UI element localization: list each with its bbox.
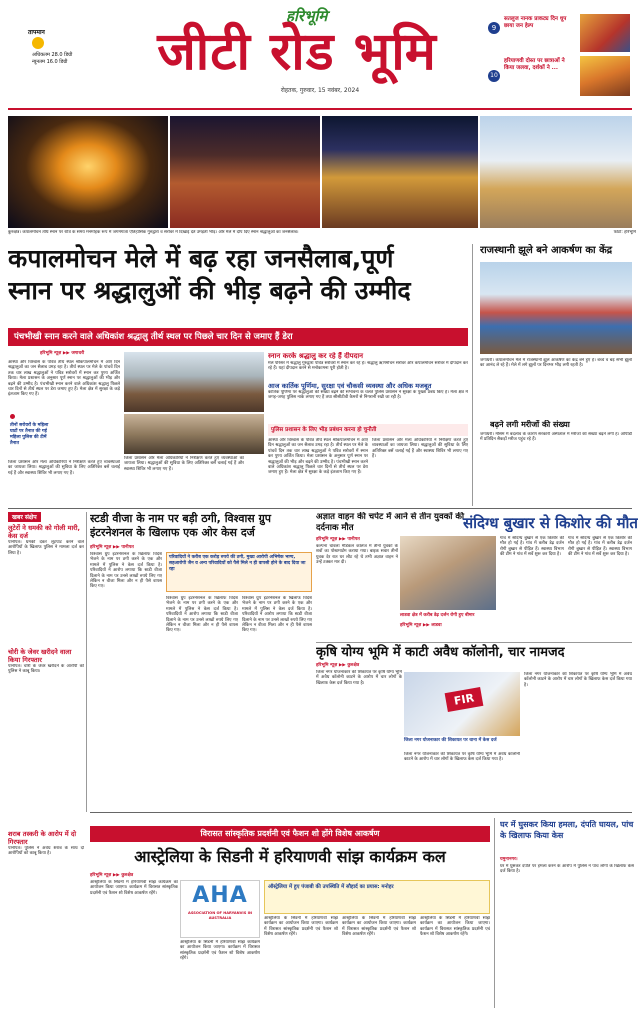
lead-box-body: मेले परिसर में श्रद्धालु गुरुद्वारा पवित्र सरोवरों में स्नान कर रहे हैं। श्रद्धालु ऋणमोचन सरोवर और कपालमोचन सरोवर में दीपदान कर रहे हैं। यहां दीपदान करने से मनोकामना पूरी होती है। bbox=[268, 361, 468, 372]
aussie-body-col3: आस्ट्रेलिया के सिडनी में हरियाणवी सांझ कार्यक्रम का आयोजन किया जाएगा। कार्यक्रम में विरासत सांस्कृतिक प्रदर्शनी एवं फैशन शो विशेष आकर्षण रहेंगे। bbox=[264, 916, 338, 938]
lead-headline-line2: स्नान पर श्रद्धालुओं की भीड़ बढ़ने की उम्मीद bbox=[8, 276, 411, 305]
assault-divider bbox=[494, 818, 495, 1008]
lead-box2-title: आज कार्तिक पूर्णिमा, सुरक्षा एवं चौकसी व्यवस्था और अधिक मजबूत bbox=[268, 382, 432, 390]
masthead-divider bbox=[8, 108, 632, 110]
colony-caption-text: जिला नगर योजनाकार की शिकायत पर थाना में केस दर्ज bbox=[404, 738, 497, 743]
lead-quote-text: तीनों सरोवरों के महिला घाटों पर तैनात की गई महिला पुलिस की टीमें तैनात bbox=[10, 423, 49, 446]
photo-caption: कुरुक्षेत्र। कपालमोचन तीर्थ स्नान पर रात्रि के समय मनमोहक रूप में जगमगाता ऐतिहासिक गुरुद्वारा व सरोवर में दिखाई देते उमड़ती भीड़। और मेले में दीप दिए स्नान श्रद्धालुओं का जनसैलाब। bbox=[8, 230, 299, 235]
brand-logo: हरिभूमि bbox=[286, 7, 328, 25]
visa-body-col3: विश्वास ग्रुप इंटरनेशनल के खिलाफ विदेश भेजने के नाम पर ठगी करने के एक और मामले में पुलिस ने केस दर्ज किया है। परिवादियों ने आरोप लगाया कि स्टडी वीजा दिलाने के नाम पर उनसे लाखों रुपये लिए गए लेकिन न वीजा मिला और न ही पैसे वापस किए गए। bbox=[242, 596, 312, 634]
lead-box2-body: कार्तिक पूर्णिमा पर श्रद्धालुओं की संख्या बढ़ने की संभावना के चलते पुलिस प्रशासन ने सुरक्षा के पुख्ता प्रबंध किए हैं। मेला क्षेत्र में जगह-जगह पुलिस नाके लगाए गए हैं तथा सीसीटीवी कैमरों से निगरानी रखी जा रही है। bbox=[268, 390, 468, 401]
temperature-label: तापमान bbox=[28, 29, 45, 36]
colony-fir-image bbox=[404, 672, 520, 736]
sidebar-subtitle: बढ़ने लगी मरीजों की संख्या bbox=[490, 420, 570, 429]
fever-caption-text: लाडवा क्षेत्र में करीब डेढ़ दर्जन रोगी हुए बीमार bbox=[400, 613, 475, 618]
teaser-2-text: हरियाणवी दोस्त पर छात्राओं ने किया जलवा, दर्शकों ने ... bbox=[504, 58, 565, 71]
sidebar-photo-swings bbox=[480, 262, 632, 354]
visa-byline: हरिभूमि न्यूज़ ▶▶ पानीपत bbox=[90, 545, 134, 550]
aussie-body-col4: आस्ट्रेलिया के सिडनी में हरियाणवी सांझ कार्यक्रम का आयोजन किया जाएगा। कार्यक्रम में विरासत सांस्कृतिक प्रदर्शनी एवं फैशन शो विशेष आकर्षण रहेंगे। bbox=[342, 916, 416, 938]
colony-headline: कृषि योग्य भूमि में काटी अवैध कॉलोनी, चार नामजद bbox=[316, 645, 565, 660]
brief-3-title: शराब तस्करी के आरोप में दो गिरफ्तार bbox=[8, 830, 77, 846]
brief-1-body: पानीपत। धमकी देकर लूटपाट करने वाले आरोपियों के खिलाफ पुलिस ने मामला दर्ज कर लिया है। bbox=[8, 540, 84, 556]
accident-body-col1: कल्पना चावला मेडिकल कॉलेज में तीनों युवकों के शवों का पोस्टमार्टम कराया गया। बाइक सवार तीनों युवक देर रात घर लौट रहे थे तभी अज्ञात वाहन ने उन्हें टक्कर मार दी। bbox=[316, 544, 398, 566]
lead-body-col4: जिला प्रशासन और मेला अधिकारियों ने निरीक्षण करते हुए व्यवस्थाओं का जायजा लिया। श्रद्धालुओं की सुविधा के लिए अतिरिक्त बसें चलाई गई हैं और स्वास्थ्य शिविर भी लगाए गए हैं। bbox=[372, 438, 468, 460]
fever-photo-patient bbox=[400, 536, 496, 610]
lead-subhead: पंचभीखी स्नान करने वाले अधिकांश श्रद्धालु तीर्थ स्थल पर पिछले चार दिन से जमाए हैं डेरा bbox=[8, 328, 468, 346]
aussie-box-text: ऑस्ट्रेलिया में हुए पंजाबी की उपस्थिति में सौहार्द का प्रयास: मनोहर bbox=[268, 884, 394, 890]
colony-body-col2: जिला नगर योजनाकार की शिकायत पर कृषि योग्य भूमि में अवैध कॉलोनी काटने के आरोप में चार लोगों के खिलाफ केस दर्ज किया गया है। bbox=[404, 752, 520, 763]
section-divider-1 bbox=[8, 508, 632, 509]
lead-body-col1b: जिला प्रशासन और मेला अधिकारियों ने निरीक्षण करते हुए व्यवस्थाओं का जायजा लिया। श्रद्धालुओं की सुविधा के लिए अतिरिक्त बसें चलाई गई हैं और स्वास्थ्य शिविर भी लगाए गए हैं। bbox=[8, 460, 120, 476]
sidebar-divider bbox=[472, 244, 473, 506]
colony-caption bbox=[404, 738, 520, 744]
lead-quote bbox=[10, 404, 56, 444]
weather-box bbox=[22, 28, 102, 68]
brief-1 bbox=[8, 524, 84, 640]
lead-photo-crowd bbox=[124, 352, 264, 412]
lead-box3-text: पुलिस प्रशासन के लिए भीड़ प्रबंधन करना हो चुनौती bbox=[271, 427, 377, 433]
brief-3-body: पानीपत। पुलिस ने अवैध शराब के साथ दो आरोपियों को काबू किया है। bbox=[8, 846, 84, 857]
teaser-1-photo bbox=[580, 14, 630, 52]
aha-logo-sub: ASSOCIATION OF HARYANVIS IN AUSTRALIA bbox=[188, 911, 252, 920]
sidebar-title: राजस्थानी झूले बने आकर्षण का केंद्र bbox=[480, 245, 613, 256]
fir-stamp-icon: FIR bbox=[445, 687, 484, 712]
accident-byline: हरिभूमि न्यूज़ ▶▶ पानीपत bbox=[316, 537, 360, 542]
aussie-body-col2: आस्ट्रेलिया के सिडनी में हरियाणवी सांझ कार्यक्रम का आयोजन किया जाएगा। कार्यक्रम में विरासत सांस्कृतिक प्रदर्शनी एवं फैशन शो विशेष आकर्षण रहेंगे। bbox=[180, 940, 260, 962]
photo-credit: फोटो: हरिभूमि bbox=[613, 230, 636, 235]
lead-box-security bbox=[268, 382, 468, 422]
masthead-title: जीटी रोड भूमि bbox=[157, 22, 437, 82]
brief-2-title: चोरी के जेवर खरीदने वाला किया गिरफ्तार bbox=[8, 648, 72, 664]
section-divider-3 bbox=[90, 812, 632, 813]
photo-gurudwara-night bbox=[8, 116, 168, 228]
assault-headline: घर में घुसकर किया हमला, दंपति घायल, पांच के खिलाफ किया केस bbox=[500, 820, 634, 840]
lead-box-title: स्नान करके श्रद्धालु कर रहे हैं दीपदान bbox=[268, 352, 364, 360]
lead-body-col3: आस्था और विश्वास के पवित्र तीर्थ स्थल श्रीकपालमोचन में आए दिन श्रद्धालुओं का जन सैलाब उमड़ रहा है। तीर्थ स्थल पर मेले के पांचवें दिन तक चार लाख श्रद्धालुओं ने पवित्र सरोवरों में स्नान कर पुण्य अर्जित किया। मेला प्रशासन के अनुसार पूर्ण स्नान पर श्रद्धालुओं की भीड़ और बढ़ने की उम्मीद है। पंचभीखी स्नान करने वाले अधिकांश श्रद्धालु पिछले चार दिनों से तीर्थ स्थल पर डेरा जमाए हुए हैं। मेला क्षेत्र में सुरक्षा के कड़े इंतजाम किए गए हैं। bbox=[268, 438, 368, 476]
visa-highlight-box bbox=[166, 552, 312, 592]
photo-gurudwara-day bbox=[480, 116, 632, 228]
brief-2 bbox=[8, 648, 84, 834]
min-temp: न्यूनतम 16.0 डिग्री bbox=[32, 59, 68, 65]
lead-headline-line1: कपालमोचन मेले में बढ़ रहा जनसैलाब,पूर्ण bbox=[8, 244, 394, 273]
section-divider-2 bbox=[316, 642, 632, 643]
lead-photo-police bbox=[124, 414, 264, 454]
fever-body-col1: गांव में संदिग्ध बुखार से एक किशोर की मौत हो गई है। गांव में करीब डेढ़ दर्जन रोगी बुखार से पीड़ित हैं। स्वास्थ्य विभाग की टीम ने गांव में सर्वे शुरू कर दिया है। bbox=[500, 536, 564, 558]
visa-highlight: परिवादियों ने करीब एक करोड़ रुपये की ठगी, मुख्य आरोपी अभिषेक भाग्य, सहआरोपी जैन व अन्य परिवादियों को पैसे मिले न ही वापसी होने के बाद दिया जा रहा bbox=[169, 555, 306, 572]
photo-crowd bbox=[170, 116, 320, 228]
aussie-body-col1: आस्ट्रेलिया के सिडनी में हरियाणवी सांझ कार्यक्रम का आयोजन किया जाएगा। कार्यक्रम में विरासत सांस्कृतिक प्रदर्शनी एवं फैशन शो विशेष आकर्षण रहेंगे। bbox=[90, 880, 178, 896]
sidebar-subbody: जगाधरी। मौसम में बदलाव के कारण सरकारी अस्पताल में मरीजों की संख्या बढ़ने लगी है। ओपीडी में प्रतिदिन सैकड़ों मरीज पहुंच रहे हैं। bbox=[480, 432, 632, 443]
brief-2-body: पानीपत। चोरी के जेवर खरीदने के आरोपी को पुलिस ने काबू किया। bbox=[8, 664, 84, 675]
briefs-divider bbox=[86, 512, 87, 812]
aussie-headline: आस्ट्रेलिया के सिडनी में हरियाणवी सांझ कार्यक्रम कल bbox=[134, 847, 446, 866]
colony-body-col1: जिला नगर योजनाकार की शिकायत पर कृषि योग्य भूमि में अवैध कॉलोनी काटने के आरोप में चार लोगों के खिलाफ केस दर्ज किया गया है। bbox=[316, 670, 402, 686]
teaser-1-text: सतलुज नानक प्राकट्य दिन धूप छाया जन हेल्प bbox=[504, 16, 567, 29]
teaser-2-number: 10 bbox=[488, 70, 500, 82]
lead-byline: हरिभूमि न्यूज़ ▶▶ जगाधरी bbox=[40, 351, 85, 356]
visa-body-col1: विश्वास ग्रुप इंटरनेशनल के खिलाफ विदेश भेजने के नाम पर ठगी करने के एक और मामले में पुलिस ने केस दर्ज किया है। परिवादियों ने आरोप लगाया कि स्टडी वीजा दिलाने के नाम पर उनसे लाखों रुपये लिए गए लेकिन न वीजा मिला और न ही पैसे वापस किए गए। bbox=[90, 552, 162, 590]
visa-headline: स्टडी वीजा के नाम पर बड़ी ठगी, विश्वास ग्रुप इंटरनेशनल के खिलाफ एक ओर केस दर्ज bbox=[90, 512, 272, 539]
assault-byline: यमुनानगर। bbox=[500, 857, 518, 862]
masthead bbox=[0, 0, 640, 112]
lead-box-crowd bbox=[268, 424, 468, 436]
fever-byline: हरिभूमि न्यूज़ ▶▶ लाडवा bbox=[400, 623, 442, 628]
aussie-box bbox=[264, 880, 490, 914]
teaser-2-photo bbox=[580, 56, 630, 96]
teaser-1[interactable] bbox=[488, 14, 633, 50]
brief-1-title: लुटेरों ने धमकी को गोली मारी, केस दर्ज bbox=[8, 524, 80, 540]
photo-temple-lights bbox=[322, 116, 478, 228]
accident-headline: अज्ञात वाहन की चपेट में आने से तीन युवकों की दर्दनाक मौत bbox=[316, 512, 465, 533]
aussie-kicker: विरासत सांस्कृतिक प्रदर्शनी एवं फैशन शो होंगे विशेष आकर्षण bbox=[90, 826, 490, 842]
teaser-1-number: 9 bbox=[488, 22, 500, 34]
fever-headline: संदिग्ध बुखार से किशोर की मौत bbox=[463, 514, 638, 532]
aussie-logo bbox=[180, 880, 260, 938]
lead-box-diyadan bbox=[268, 352, 468, 380]
max-temp: अधिकतम 28.0 डिग्री bbox=[32, 52, 73, 58]
colony-byline: हरिभूमि न्यूज़ ▶▶ कुरुक्षेत्र bbox=[316, 663, 360, 668]
dateline: रोहतक, गुरुवार, 15 नवंबर, 2024 bbox=[280, 87, 360, 94]
aussie-byline: हरिभूमि न्यूज़ ▶▶ कुरुक्षेत्र bbox=[90, 873, 134, 878]
fever-caption bbox=[400, 612, 496, 618]
colony-body-col3: जिला नगर योजनाकार की शिकायत पर कृषि योग्य भूमि में अवैध कॉलोनी काटने के आरोप में चार लोगों के खिलाफ केस दर्ज किया गया है। bbox=[524, 672, 632, 688]
brief-3 bbox=[8, 830, 84, 996]
sidebar-body: जगाधरी। कपालमोचन मेले में राजस्थानी झूले आकर्षण का केंद्र बने हुए हैं। बच्चे व बड़े सभी झूलों का आनंद ले रहे हैं। मेले में लगे झूलों पर दिनभर भीड़ लगी रहती है। bbox=[480, 358, 632, 369]
fever-body-col2: गांव में संदिग्ध बुखार से एक किशोर की मौत हो गई है। गांव में करीब डेढ़ दर्जन रोगी बुखार से पीड़ित हैं। स्वास्थ्य विभाग की टीम ने गांव में सर्वे शुरू कर दिया है। bbox=[568, 536, 632, 558]
briefs-tag: खबर संक्षेप bbox=[8, 512, 41, 522]
lead-body-col2: जिला प्रशासन और मेला अधिकारियों ने निरीक्षण करते हुए व्यवस्थाओं का जायजा लिया। श्रद्धालुओं की सुविधा के लिए अतिरिक्त बसें चलाई गई हैं और स्वास्थ्य शिविर भी लगाए गए हैं। bbox=[124, 456, 244, 472]
quote-bullet-icon bbox=[10, 414, 15, 419]
aussie-body-col5: आस्ट्रेलिया के सिडनी में हरियाणवी सांझ कार्यक्रम का आयोजन किया जाएगा। कार्यक्रम में विरासत सांस्कृतिक प्रदर्शनी एवं फैशन शो विशेष आकर्षण रहेंगे। bbox=[420, 916, 490, 938]
visa-body-col2: विश्वास ग्रुप इंटरनेशनल के खिलाफ विदेश भेजने के नाम पर ठगी करने के एक और मामले में पुलिस ने केस दर्ज किया है। परिवादियों ने आरोप लगाया कि स्टडी वीजा दिलाने के नाम पर उनसे लाखों रुपये लिए गए लेकिन न वीजा मिला और न ही पैसे वापस किए गए। bbox=[166, 596, 238, 634]
sun-icon bbox=[32, 37, 44, 49]
lead-body-col1: आस्था और विश्वास के पवित्र तीर्थ स्थल श्रीकपालमोचन में आए दिन श्रद्धालुओं का जन सैलाब उमड़ रहा है। तीर्थ स्थल पर मेले के पांचवें दिन तक चार लाख श्रद्धालुओं ने पवित्र सरोवरों में स्नान कर पुण्य अर्जित किया। मेला प्रशासन के अनुसार पूर्ण स्नान पर श्रद्धालुओं की भीड़ और बढ़ने की उम्मीद है। पंचभीखी स्नान करने वाले अधिकांश श्रद्धालु पिछले चार दिनों से तीर्थ स्थल पर डेरा जमाए हुए हैं। मेला क्षेत्र में सुरक्षा के कड़े इंतजाम किए गए हैं। bbox=[8, 360, 120, 398]
aha-logo-text: AHA bbox=[192, 883, 248, 908]
assault-body: घर में घुसकर दंपति पर हमला करने के आरोप में पुलिस ने पांच लोगों के खिलाफ केस दर्ज किया है। bbox=[500, 864, 634, 875]
teaser-2[interactable] bbox=[488, 56, 633, 96]
